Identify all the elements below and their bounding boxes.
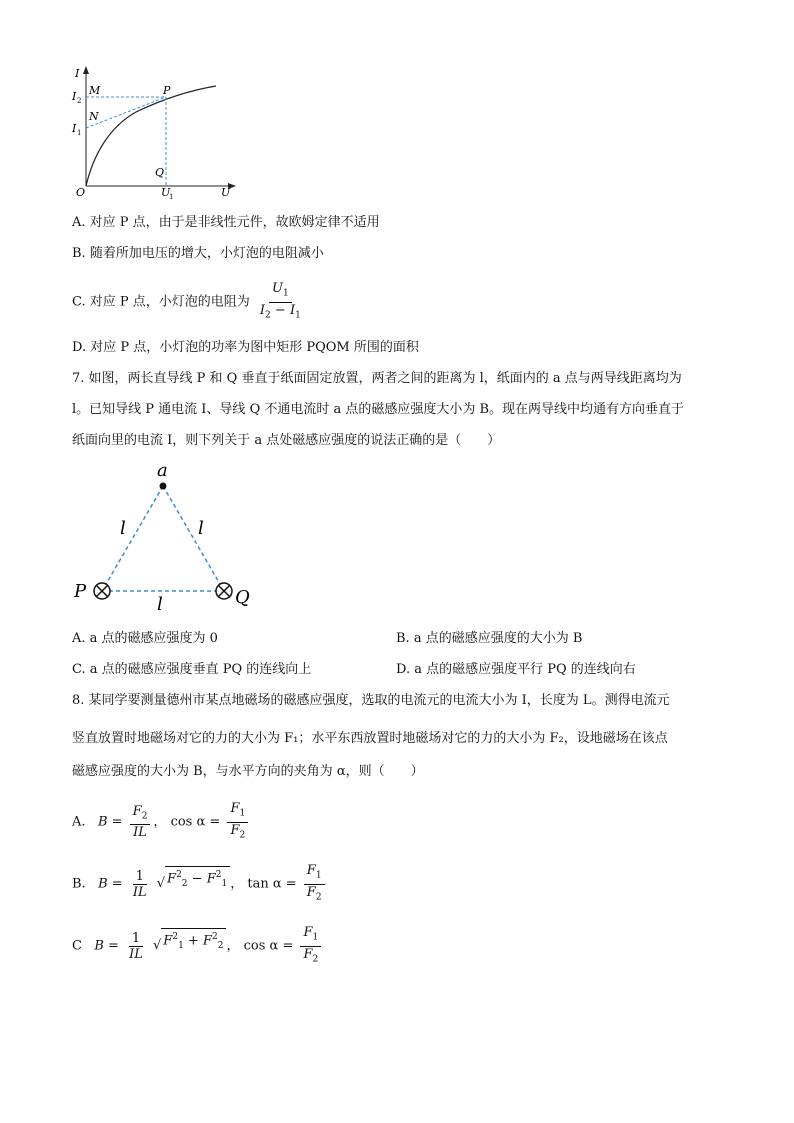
label-p: P xyxy=(163,84,171,97)
label-m: M xyxy=(89,84,101,97)
label-i-axis: I xyxy=(75,67,80,80)
q7-option-c[interactable]: C. a 点的磁感应强度垂直 PQ 的连线向上 xyxy=(72,662,312,677)
q8-option-a[interactable] xyxy=(72,801,251,843)
q8-option-b[interactable] xyxy=(72,863,328,905)
q7-option-d[interactable]: D. a 点的磁感应强度平行 PQ 的连线向右 xyxy=(396,662,636,677)
q8-b-f1: F xyxy=(206,871,216,887)
c-den-i2: I xyxy=(259,302,266,318)
iu-graph xyxy=(66,62,246,200)
label-i1: I xyxy=(72,122,77,135)
side-right xyxy=(163,486,224,591)
q8-a-il: IL xyxy=(133,825,147,841)
q7-stem-line-2: l。已知导线 P 通电流 I、导线 Q 不通电流时 a 点的磁感应强度大小为 B。现在两导线中均通有方向垂直于 xyxy=(72,402,685,417)
label-side-right: l xyxy=(198,518,204,539)
q8-b-coef-fraction xyxy=(130,869,150,900)
point-a-dot xyxy=(160,483,167,490)
q8-b-f2-sq: 2 xyxy=(176,870,182,881)
q8-b-tan-f2: F xyxy=(306,884,316,900)
q8-c-label: C xyxy=(72,938,82,954)
q8-c-coef-fraction xyxy=(126,931,146,962)
q8-b-sep: ， xyxy=(230,876,244,892)
q8-b-tan-fraction xyxy=(304,863,325,905)
q8-b-b-eq: B = xyxy=(98,876,123,892)
q8-c-f2-sq: 2 xyxy=(212,932,218,943)
q8-option-c[interactable] xyxy=(72,925,324,967)
q7-option-a[interactable]: A. a 点的磁感应强度为 0 xyxy=(72,631,218,646)
q8-c-cos-fraction xyxy=(300,925,321,967)
c-num-u: U xyxy=(272,281,283,296)
q8-b-f1-sq: 2 xyxy=(215,870,222,881)
q8-c-f1-sq: 2 xyxy=(172,932,179,943)
q8-stem-line-3: 磁感应强度的大小为 B，与水平方向的夹角为 α，则（ ） xyxy=(72,764,424,779)
label-q: Q xyxy=(155,166,165,179)
c-num-sub: 1 xyxy=(282,288,289,299)
q6-option-d[interactable]: D. 对应 P 点，小灯泡的功率为图中矩形 PQOM 所围的面积 xyxy=(72,340,419,355)
q8-b-minus: − xyxy=(187,871,207,887)
q6-option-c[interactable] xyxy=(72,281,307,323)
q8-stem-line-1: 8. 某同学要测量德州市某点地磁场的磁感应强度，选取的电流元的电流大小为 I，长度为 L。测得电流元 xyxy=(72,693,670,708)
q8-c-f2-sub: 2 xyxy=(217,941,224,952)
label-i2-sub: 2 xyxy=(77,97,82,105)
label-wire-p: P xyxy=(74,581,87,602)
q8-b-label: B. xyxy=(72,876,86,892)
q7-option-b[interactable]: B. a 点的磁感应强度的大小为 B xyxy=(396,631,583,646)
iu-curve xyxy=(86,86,216,186)
q7-stem-line-1: 7. 如图，两长直导线 P 和 Q 垂直于纸面固定放置，两者之间的距离为 l，纸面内的 a 点与两导线距离均为 xyxy=(72,371,682,386)
q8-a-cos: cos α = xyxy=(170,814,221,830)
q8-b-tan-f2-sub: 2 xyxy=(315,892,322,903)
q8-c-cos-f2-sub: 2 xyxy=(312,954,319,965)
q8-a-f-sub: 2 xyxy=(141,811,148,822)
q8-a-f: F xyxy=(132,803,142,819)
q8-a-cos-f2: F xyxy=(230,822,240,838)
label-origin: O xyxy=(76,186,86,199)
i-axis-arrow xyxy=(83,66,89,74)
side-left xyxy=(102,486,163,591)
q6-option-b[interactable]: B. 随着所加电压的增大，小灯泡的电阻减小 xyxy=(72,246,324,261)
label-i2: I xyxy=(72,90,77,103)
label-i1-sub: 1 xyxy=(77,129,82,137)
q8-a-cos-f1: F xyxy=(230,801,240,816)
q8-c-cos-f1-sub: 1 xyxy=(312,932,319,943)
q8-b-tan: tan α = xyxy=(247,876,297,892)
label-side-left: l xyxy=(120,518,126,539)
q8-b-sqrt: √ $F^2_2 - F^2_1$ xyxy=(157,866,230,902)
label-wire-q: Q xyxy=(235,587,250,608)
q8-stem-line-2: 竖直放置时地磁场对它的力的大小为 F₁；水平东西放置时地磁场对它的力的大小为 F₂，设地磁场在该点 xyxy=(72,731,668,746)
q6-option-c-prefix: C. 对应 P 点，小灯泡的电阻为 xyxy=(72,294,250,310)
q8-a-sep: ， xyxy=(153,814,167,830)
wire-q-into-page-icon xyxy=(216,583,232,599)
q8-b-f2-sub: 2 xyxy=(181,879,188,890)
q8-c-b-eq: B = xyxy=(94,938,119,954)
q8-b-tan-f1: F xyxy=(306,863,316,878)
label-a: a xyxy=(157,460,168,481)
wire-p-into-page-icon xyxy=(94,583,110,599)
q8-c-cos: cos α = xyxy=(243,938,294,954)
label-u1-sub: 1 xyxy=(169,193,174,200)
q8-b-one: 1 xyxy=(133,869,147,885)
q8-c-f1: F xyxy=(163,933,173,949)
q7-triangle-figure xyxy=(70,458,260,618)
q8-c-one: 1 xyxy=(129,931,143,947)
q8-b-il: IL xyxy=(132,884,147,900)
q6-option-c-fraction xyxy=(257,281,304,323)
label-u1: U xyxy=(161,186,171,199)
q8-b-f2: F xyxy=(167,871,177,887)
c-den-i1-sub: 1 xyxy=(295,310,301,321)
q8-c-sqrt: √ $F^2_1 + F^2_2$ xyxy=(153,928,226,964)
q8-c-plus: + xyxy=(183,933,203,949)
q8-a-cos-f2-sub: 2 xyxy=(239,830,246,841)
q8-c-f1-sub: 1 xyxy=(178,941,184,952)
q8-b-f1-sub: 1 xyxy=(221,879,228,890)
q8-c-cos-f2: F xyxy=(303,946,313,962)
q8-b-tan-f1-sub: 1 xyxy=(315,870,322,881)
q6-option-a[interactable]: A. 对应 P 点，由于是非线性元件，故欧姆定律不适用 xyxy=(72,215,380,230)
q8-c-cos-f1: F xyxy=(303,925,313,940)
q8-a-b-fraction xyxy=(130,804,151,841)
c-den-minus: − xyxy=(270,302,290,318)
q8-c-il: IL xyxy=(129,946,143,962)
q8-c-sep: ， xyxy=(226,938,240,954)
q8-a-cos-fraction xyxy=(227,801,248,843)
c-den-i2-sub: 2 xyxy=(265,310,271,321)
q7-stem-line-3: 纸面向里的电流 I，则下列关于 a 点处磁感应强度的说法正确的是（ ） xyxy=(72,433,501,448)
label-side-bottom: l xyxy=(157,594,163,615)
label-u-axis: U xyxy=(221,186,231,199)
c-den-i1: I xyxy=(289,302,296,318)
q8-a-label: A. xyxy=(72,814,86,830)
q8-a-b-eq: B = xyxy=(97,814,123,830)
q8-a-cos-f1-sub: 1 xyxy=(239,808,246,819)
label-n: N xyxy=(89,110,99,123)
q8-c-f2: F xyxy=(202,933,212,949)
